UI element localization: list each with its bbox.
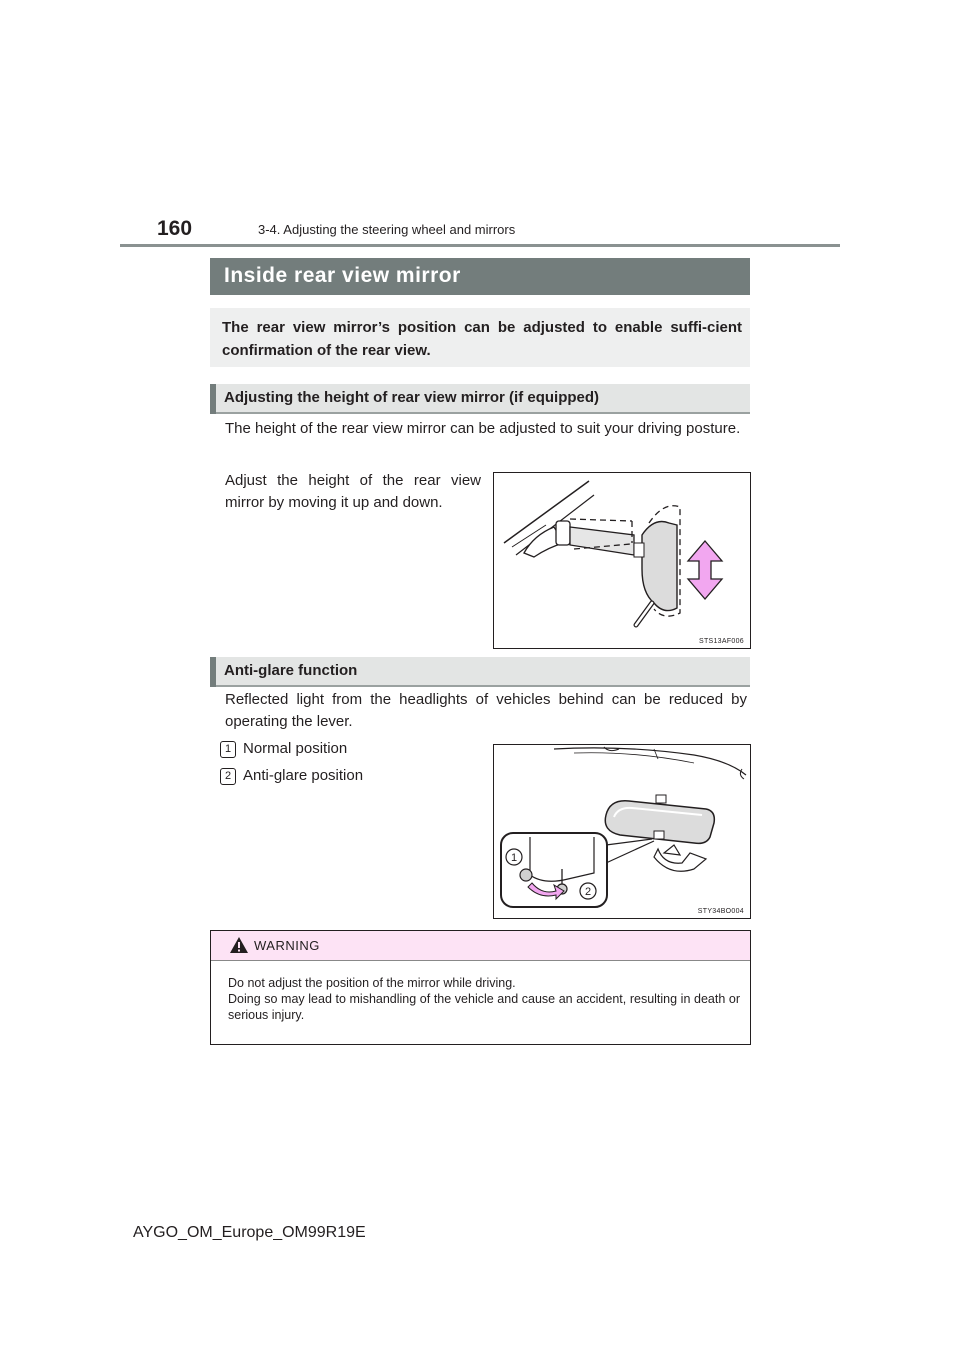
list-item-label: Normal position bbox=[243, 740, 348, 757]
warning-line-2: Doing so may lead to mishandling of the vehicle and cause an accident, resulting in death or serious injury. bbox=[228, 992, 740, 1022]
page-title: Inside rear view mirror bbox=[224, 264, 461, 287]
warning-triangle-icon bbox=[229, 936, 249, 954]
number-badge: 1 bbox=[220, 741, 236, 758]
list-item bbox=[220, 767, 363, 785]
svg-text:1: 1 bbox=[510, 852, 518, 864]
footer-code: AYGO_OM_Europe_OM99R19E bbox=[133, 1224, 366, 1241]
title-band bbox=[210, 258, 750, 295]
mirror-height-figure bbox=[493, 472, 751, 649]
figure-code: STY34BO004 bbox=[697, 908, 744, 915]
mirror-height-illustration bbox=[494, 473, 750, 648]
height-paragraph: The height of the rear view mirror can be adjusted to suit your driving posture. bbox=[225, 420, 741, 437]
figure-code: STS13AF006 bbox=[698, 638, 744, 645]
list-item bbox=[220, 740, 347, 758]
intro-box bbox=[210, 308, 750, 367]
antiglare-paragraph: Reflected light from the headlights of vehicles behind can be reduced by operating the lever. bbox=[225, 691, 747, 730]
antiglare-heading-text: Anti-glare function bbox=[224, 662, 358, 679]
warning-header bbox=[211, 931, 750, 961]
header-rule bbox=[120, 244, 840, 247]
warning-text bbox=[228, 975, 740, 1023]
intro-text: The rear view mirror’s position can be adjusted to enable suffi-cient confirmation of the rear view. bbox=[222, 319, 742, 359]
antiglare-illustration bbox=[494, 745, 750, 918]
number-badge: 2 bbox=[220, 768, 236, 785]
section-header: 3-4. Adjusting the steering wheel and mirrors bbox=[258, 222, 516, 237]
warning-line-1: Do not adjust the position of the mirror while driving. bbox=[228, 976, 516, 990]
svg-text:2: 2 bbox=[584, 886, 592, 898]
antiglare-figure bbox=[493, 744, 751, 919]
list-item-label: Anti-glare position bbox=[243, 767, 364, 784]
antiglare-heading bbox=[210, 657, 750, 687]
page-number: 160 bbox=[157, 217, 193, 240]
height-heading bbox=[210, 384, 750, 414]
height-heading-text: Adjusting the height of rear view mirror (if equipped) bbox=[224, 389, 600, 406]
warning-title: WARNING bbox=[254, 938, 320, 953]
warning-box bbox=[210, 930, 751, 1045]
height-instruction: Adjust the height of the rear view mirror by moving it up and down. bbox=[225, 472, 481, 511]
